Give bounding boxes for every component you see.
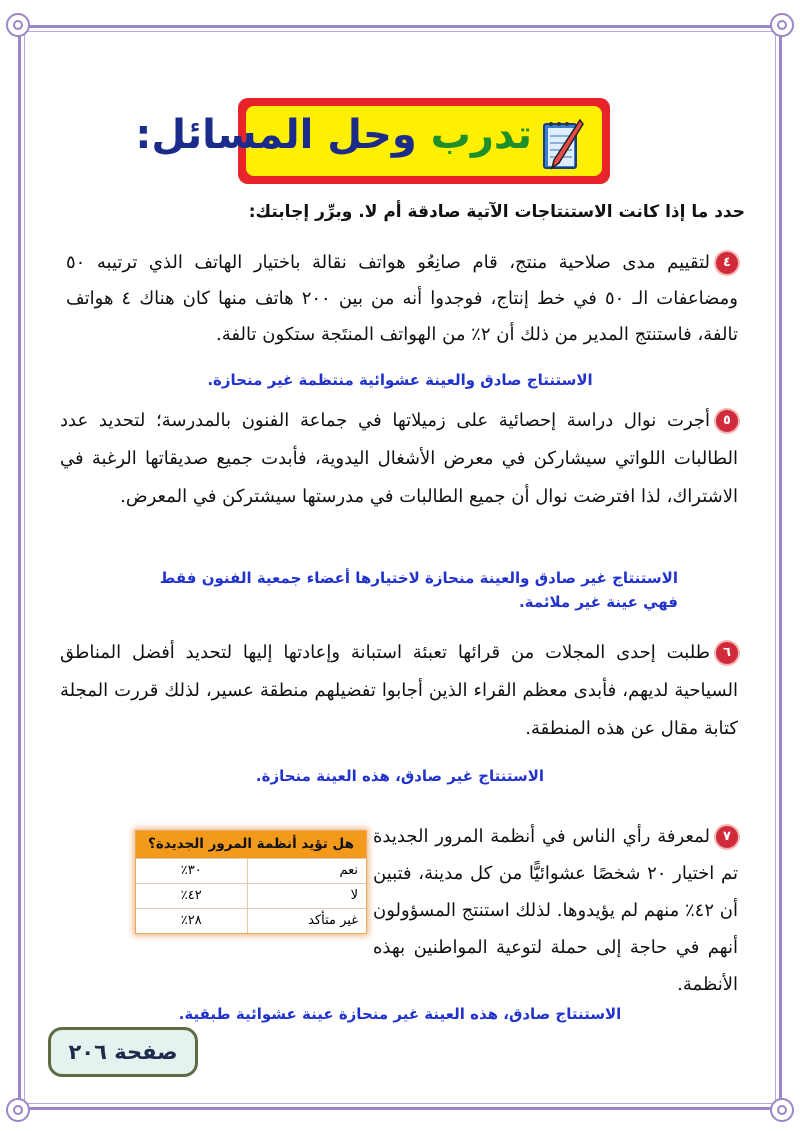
table-row	[136, 883, 366, 908]
table-cell-value: ٢٨٪	[180, 913, 202, 928]
title-word-2: وحل المسائل:	[135, 112, 417, 158]
title-banner	[135, 98, 610, 184]
corner-ornament-icon	[6, 13, 30, 37]
problem-number-badge: ٦	[716, 642, 738, 664]
page-title	[135, 112, 532, 158]
answer-5: الاستنتاج غير صادق والعينة منحازة لاختيارها أعضاء جمعية الفنون فقط فهي عينة غير ملائمة.	[159, 569, 678, 611]
answer-4: الاستنتاج صادق والعينة عشوائية منتظمة غير منحازة.	[207, 371, 593, 389]
notebook-pencil-icon	[540, 118, 584, 174]
table-cell-label: غير متأكد	[247, 909, 367, 933]
table-row	[136, 908, 366, 933]
survey-table-title: هل تؤيد أنظمة المرور الجديدة؟	[136, 831, 366, 858]
answer-7: الاستنتاج صادق، هذه العينة غير منحازة عينة عشوائية طبقية.	[178, 1005, 622, 1023]
instruction: حدد ما إذا كانت الاستنتاجات الآتية صادقة أم لا. وبرِّر إجابتك:	[248, 202, 745, 222]
corner-ornament-icon	[770, 13, 794, 37]
table-row	[136, 858, 366, 883]
table-cell-value: ٣٠٪	[180, 863, 202, 878]
table-cell-value: ٤٢٪	[180, 888, 202, 903]
problem-number-badge: ٥	[716, 410, 738, 432]
problem-text: لمعرفة رأي الناس في أنظمة المرور الجديدة تم اختيار ٢٠ شخصًا عشوائيًّا من كل مدينة، فتبين أن ٤٢٪ منهم لم يؤيدوها. لذلك استنتج المسؤولون أنهم في حاجة إلى حملة لتوعية المواطنين بهذه الأنظمة.	[373, 826, 738, 995]
problem-5	[60, 402, 738, 516]
problem-6	[60, 634, 738, 748]
title-word-1: تدرب	[430, 112, 532, 158]
answer-6: الاستنتاج غير صادق، هذه العينة منحازة.	[255, 767, 545, 785]
problem-text: لتقييم مدى صلاحية منتج، قام صانِعُو هواتف نقالة باختيار الهاتف الذي ترتيبه ٥٠ ومضاعفات الـ ٥٠ في خط إنتاج، فوجدوا أنه من بين ٢٠٠ هاتف منها كان هناك ٤ هواتف تالفة، فاستنتج المدير من ذلك أن ٢٪ من الهواتف المنتَجة ستكون تالفة.	[66, 252, 739, 345]
problem-text: طلبت إحدى المجلات من قرائها تعبئة استبانة وإعادتها إليها لتحديد أفضل المناطق السياحية لديهم، فأبدى معظم القراء الذين أجابوا تفضيلهم منطقة عسير، لذلك قررت المجلة كتابة مقال عن هذه المنطقة.	[60, 642, 738, 739]
page-number: صفحة ٢٠٦	[48, 1027, 198, 1077]
corner-ornament-icon	[6, 1098, 30, 1122]
problem-7	[373, 818, 738, 1003]
corner-ornament-icon	[770, 1098, 794, 1122]
problem-4	[66, 245, 738, 353]
table-cell-label: نعم	[247, 859, 367, 883]
problem-number-badge: ٧	[716, 826, 738, 848]
problem-text: أجرت نوال دراسة إحصائية على زميلاتها في جماعة الفنون بالمدرسة؛ لتحديد عدد الطالبات اللواتي سيشاركن في معرض الأشغال اليدوية، فأبدت جميع صديقاتها الرغبة في الاشتراك، لذا افترضت نوال أن جميع الطالبات في مدرستها سيشتركن في المعرض.	[60, 410, 738, 507]
problem-number-badge: ٤	[716, 252, 738, 274]
table-cell-label: لا	[247, 884, 367, 908]
survey-table	[135, 830, 367, 934]
